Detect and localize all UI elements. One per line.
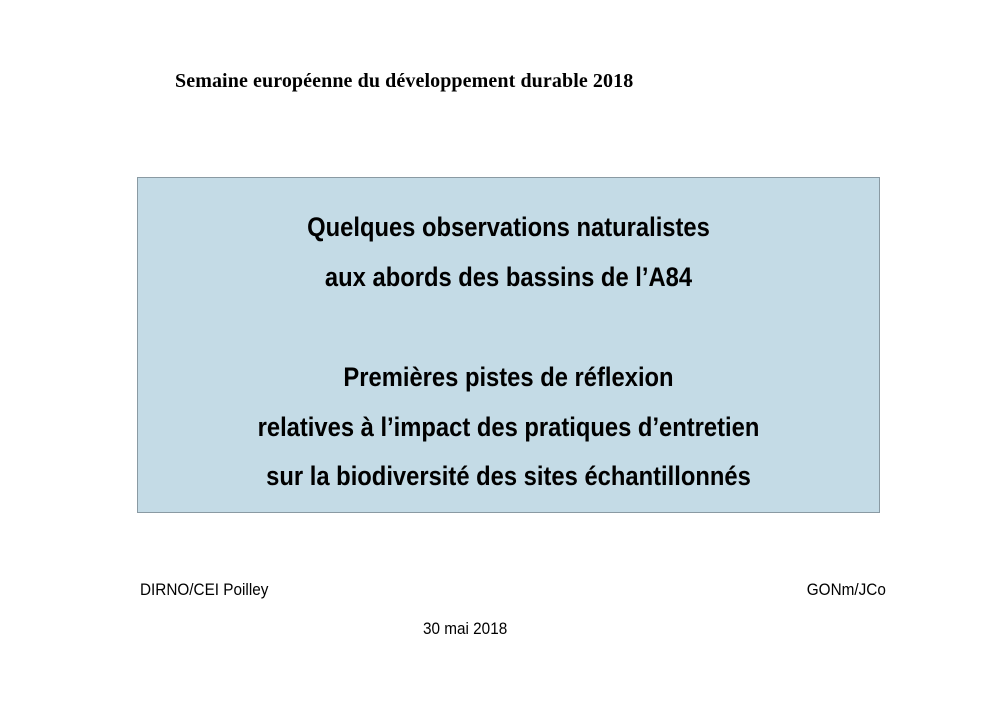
title-box: [137, 177, 880, 513]
subtitle-line-1: Premières pistes de réflexion: [343, 362, 674, 392]
subtitle-line-2: relatives à l’impact des pratiques d’entretien: [257, 412, 760, 442]
presentation-date: 30 mai 2018: [423, 619, 508, 638]
subtitle-line-3: sur la biodiversité des sites échantillonnés: [266, 461, 751, 491]
title-line-2: aux abords des bassins de l’A84: [324, 262, 693, 292]
title-line-1: Quelques observations naturalistes: [307, 212, 710, 242]
author-left: DIRNO/CEI Poilley: [140, 580, 269, 599]
author-right: GONm/JCo: [806, 580, 886, 599]
event-title: Semaine européenne du développement durable 2018: [175, 70, 634, 92]
